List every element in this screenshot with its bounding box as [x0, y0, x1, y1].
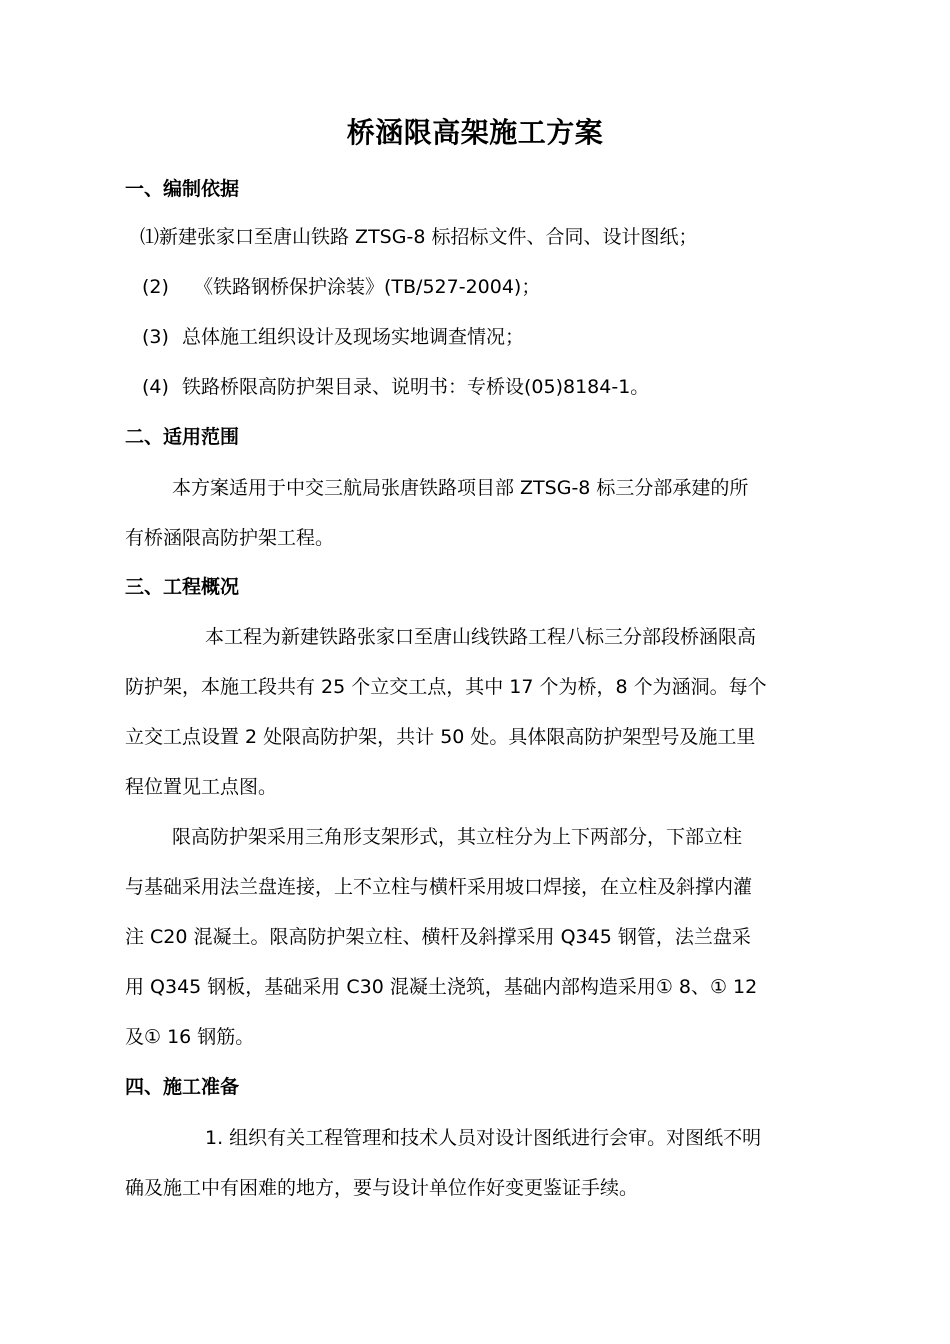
basis-item-2	[142, 273, 540, 301]
basis-item-1-text: 新建张家口至唐山铁路 ZTSG-8 标招标文件、合同、设计图纸；	[159, 226, 698, 248]
overview-p1-line-3: 立交工点设置 2 处限高防护架，共计 50 处。具体限高防护架型号及施工里	[125, 726, 756, 748]
prep-line-1: 1. 组织有关工程管理和技术人员对设计图纸进行会审。对图纸不明	[205, 1127, 762, 1149]
overview-p1-line-2: 防护架，本施工段共有 25 个立交工点，其中 17 个为桥，8 个为涵洞。每个	[125, 676, 767, 698]
document-title: 桥涵限高架施工方案	[346, 116, 604, 149]
basis-item-1-number: ⑴	[140, 226, 160, 248]
basis-item-4	[142, 373, 649, 401]
basis-item-1	[140, 223, 697, 251]
prep-line-2: 确及施工中有困难的地方，要与设计单位作好变更鉴证手续。	[125, 1177, 639, 1199]
section-heading-overview: 三、工程概况	[125, 576, 240, 598]
overview-p1-line-1: 本工程为新建铁路张家口至唐山线铁路工程八标三分部段桥涵限高	[205, 626, 757, 648]
basis-item-4-text: 铁路桥限高防护架目录、说明书：专桥设(05)8184-1。	[182, 376, 650, 398]
scope-line-2: 有桥涵限高防护架工程。	[125, 527, 335, 549]
overview-p2-line-3: 注 C20 混凝土。限高防护架立柱、横杆及斜撑采用 Q345 钢管，法兰盘采	[125, 926, 751, 948]
overview-p1-line-4: 程位置见工点图。	[125, 776, 278, 798]
section-heading-basis: 一、编制依据	[125, 178, 240, 200]
basis-item-2-number: (2)	[142, 276, 169, 298]
basis-item-3-number: (3)	[142, 326, 169, 348]
basis-item-3	[142, 323, 524, 351]
overview-p2-line-2: 与基础采用法兰盘连接，上不立柱与横杆采用坡口焊接，在立柱及斜撑内灌	[125, 876, 753, 898]
basis-item-2-text: 《铁路钢桥保护涂装》(TB/527-2004)；	[194, 276, 541, 298]
overview-p2-line-1: 限高防护架采用三角形支架形式，其立柱分为上下两部分，下部立柱	[172, 826, 743, 848]
basis-item-3-text: 总体施工组织设计及现场实地调查情况；	[182, 326, 525, 348]
scope-line-1: 本方案适用于中交三航局张唐铁路项目部 ZTSG-8 标三分部承建的所	[172, 477, 749, 499]
overview-p2-line-4: 用 Q345 钢板，基础采用 C30 混凝土浇筑，基础内部构造采用① 8、① 12	[125, 976, 758, 998]
section-heading-prep: 四、施工准备	[125, 1076, 240, 1098]
basis-item-4-number: (4)	[142, 376, 169, 398]
section-heading-scope: 二、适用范围	[125, 426, 240, 448]
overview-p2-line-5: 及① 16 钢筋。	[125, 1026, 255, 1048]
